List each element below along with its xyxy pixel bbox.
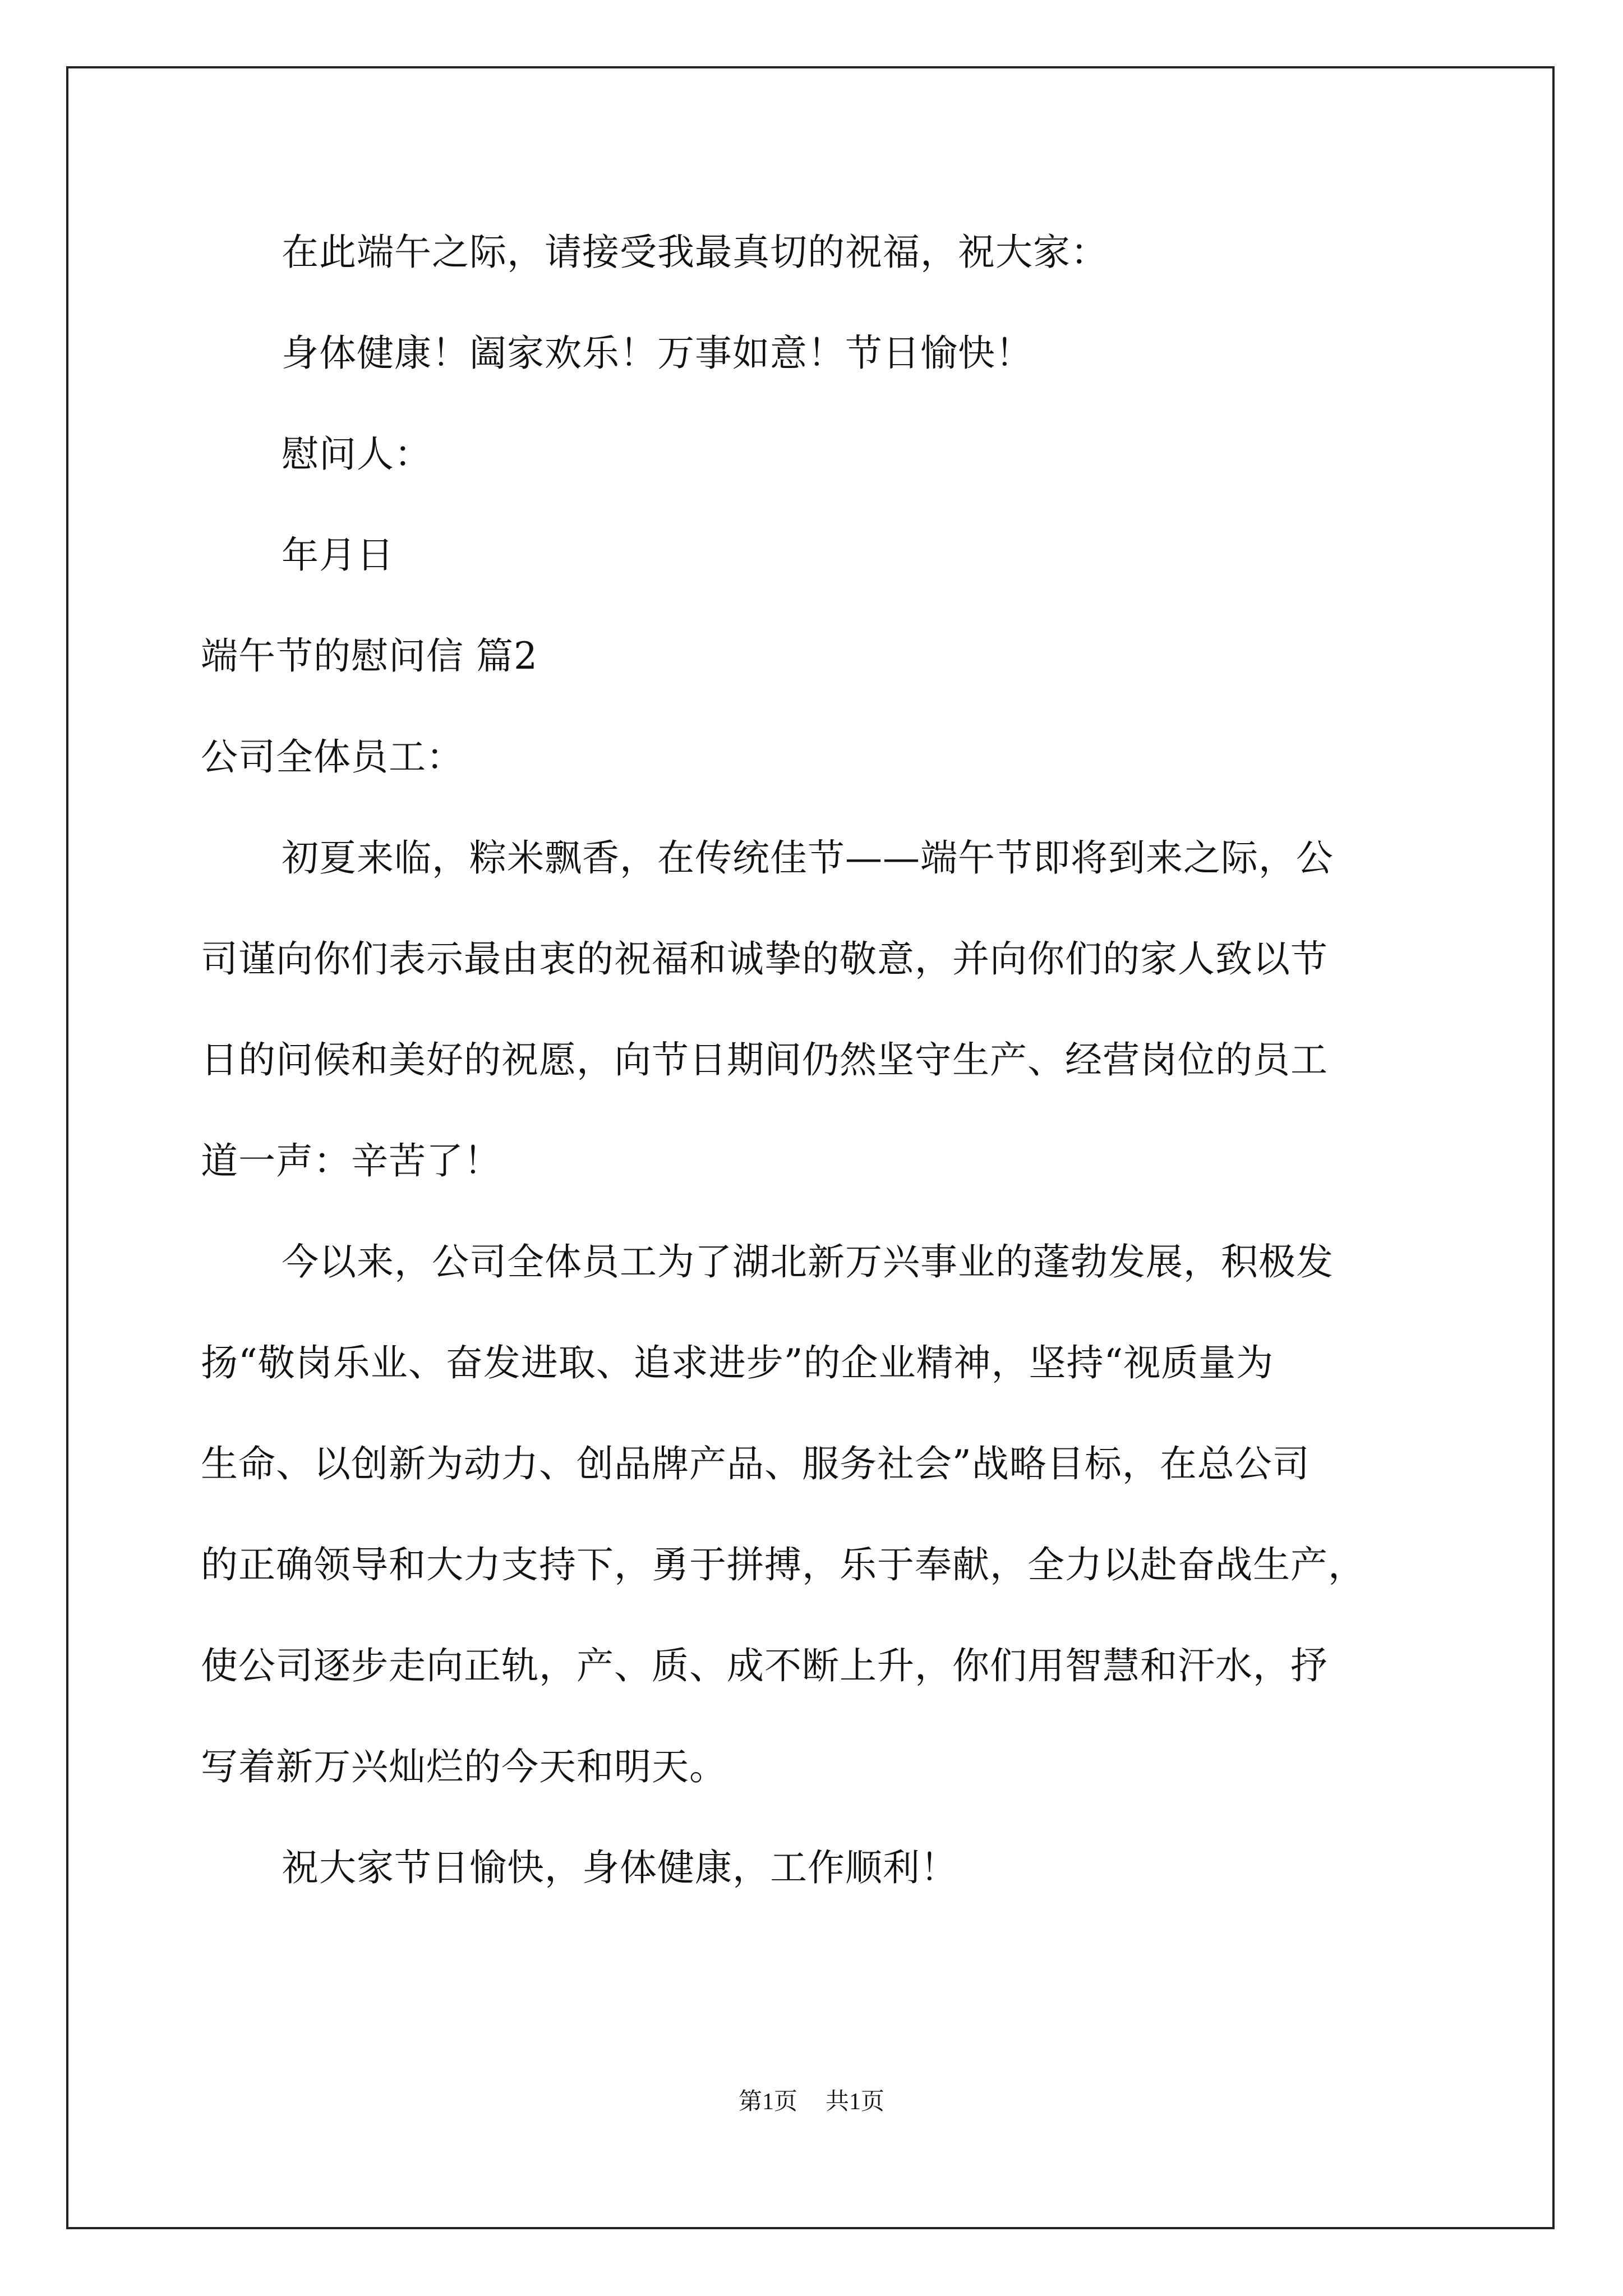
- body-line: 今以来，公司全体员工为了湖北新万兴事业的蓬勃发展，积极发: [282, 1240, 1334, 1283]
- body-line: 的正确领导和大力支持下，勇于拼搏，乐于奉献，全力以赴奋战生产，: [201, 1543, 1366, 1586]
- page-number: 第1页: [738, 2089, 797, 2115]
- page-footer: [0, 2088, 1623, 2116]
- signature-label: 慰问人：: [282, 432, 432, 476]
- paragraph-wishes: 身体健康！阖家欢乐！万事如意！节日愉快！: [282, 332, 1033, 375]
- body-line: 生命、以创新为动力、创品牌产品、服务社会”战略目标，在总公司: [201, 1442, 1310, 1485]
- date-line: 年月日: [282, 533, 394, 577]
- closing-wishes: 祝大家节日愉快，身体健康，工作顺利！: [282, 1846, 958, 1889]
- body-line: 日的问候和美好的祝愿，向节日期间仍然坚守生产、经营岗位的员工: [201, 1038, 1328, 1082]
- body-line: 道一声：辛苦了！: [201, 1139, 501, 1182]
- body-line: 写着新万兴灿烂的今天和明天。: [201, 1745, 727, 1788]
- body-line: 扬“敬岗乐业、奋发进取、追求进步”的企业精神，坚持“视质量为: [201, 1341, 1274, 1384]
- body-line: 初夏来临，粽米飘香，在传统佳节——端午节即将到来之际，公: [282, 836, 1334, 880]
- body-line: 司谨向你们表示最由衷的祝福和诚挚的敬意，并向你们的家人致以节: [201, 937, 1328, 981]
- section-heading: 端午节的慰问信 篇2: [201, 634, 538, 678]
- page-total: 共1页: [826, 2089, 885, 2115]
- salutation: 公司全体员工：: [201, 735, 464, 779]
- paragraph-greeting: 在此端午之际，请接受我最真切的祝福，祝大家：: [282, 231, 1108, 274]
- body-line: 使公司逐步走向正轨，产、质、成不断上升，你们用智慧和汗水，抒: [201, 1644, 1328, 1687]
